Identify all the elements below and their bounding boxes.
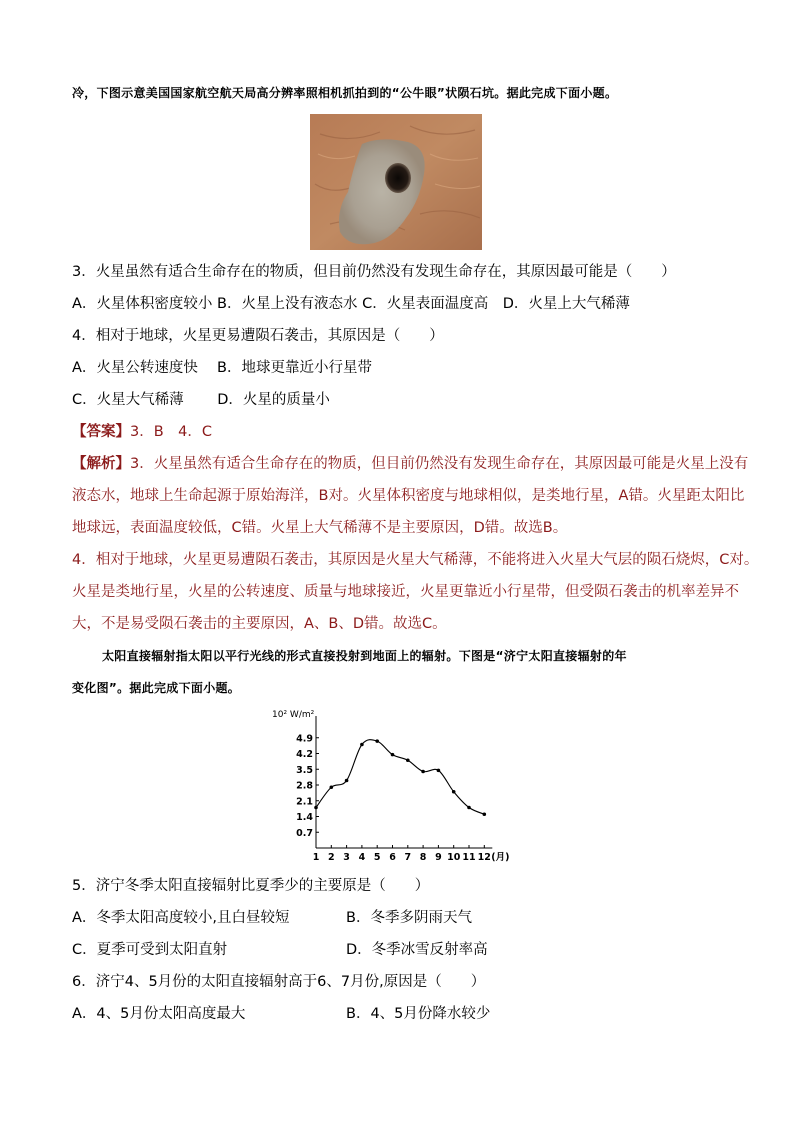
- crater-photo: [310, 114, 482, 250]
- crater-image: [310, 114, 482, 250]
- x-tick-label: 10: [447, 852, 461, 863]
- data-point: [345, 779, 349, 783]
- data-point: [391, 753, 395, 757]
- x-tick-label: 4: [358, 852, 366, 863]
- question-4-options-cd: C．火星大气稀薄 D．火星的质量小: [72, 392, 330, 408]
- question-6-stem: 6．济宁4、5月份的太阳直接辐射高于6、7月份,原因是（ ）: [72, 974, 486, 990]
- answer-tag: 【答案】: [72, 424, 130, 440]
- analysis-line-3: 地球远，表面温度较低，C错。火星上大气稀薄不是主要原因，D错。故选B。: [72, 520, 568, 536]
- intro2-line-2: 变化图”。据此完成下面小题。: [72, 681, 241, 695]
- question-5-option-d: D．冬季冰雪反射率高: [346, 942, 488, 958]
- x-tick-label: 9: [435, 852, 442, 863]
- question-3-options: A．火星体积密度较小 B．火星上没有液态水 C．火星表面温度高 D．火星上大气稀薄: [72, 296, 630, 312]
- question-5-option-c: C．夏季可受到太阳直射: [72, 942, 228, 958]
- data-point: [330, 785, 334, 789]
- data-point: [437, 769, 441, 773]
- y-tick-label: 1.4: [296, 812, 313, 823]
- analysis-line-5: 火星是类地行星，火星的公转速度、质量与地球接近，火星更靠近小行星带，但受陨石袭击的机率差异不: [72, 584, 739, 600]
- analysis-tag: 【解析】: [72, 456, 130, 472]
- intro-text: 冷，下图示意美国国家航空航天局高分辨率照相机抓拍到的“公牛眼”状陨石坑。据此完成下面小题。: [72, 86, 618, 100]
- analysis-line-6: 大，不是易受陨石袭击的主要原因，A、B、D错。故选C。: [72, 616, 447, 632]
- x-tick-label: 2: [327, 852, 335, 863]
- x-axis-label: (月): [491, 852, 510, 863]
- radiation-chart: [268, 708, 538, 868]
- question-5-stem: 5．济宁冬季太阳直接辐射比夏季少的主要原是（ ）: [72, 878, 430, 894]
- analysis-line-1: [72, 454, 748, 474]
- x-tick-label: 1: [312, 852, 320, 863]
- analysis-line-2: 液态水，地球上生命起源于原始海洋，B对。火星体积密度与地球相似，是类地行星，A错。火星距太阳比: [72, 488, 745, 504]
- analysis-text-1: 3．火星虽然有适合生命存在的物质，但目前仍然没有发现生命存在，其原因最可能是火星上没有: [130, 456, 749, 472]
- x-tick-label: 7: [404, 852, 412, 863]
- y-tick-label: 0.7: [296, 827, 313, 839]
- data-point: [467, 806, 471, 810]
- series-line: [316, 740, 484, 815]
- question-3-stem: 3．火星虽然有适合生命存在的物质，但目前仍然没有发现生命存在，其原因最可能是（ ）: [72, 264, 676, 280]
- question-6-option-b: B．4、5月份降水较少: [346, 1006, 491, 1022]
- question-6-option-a: A．4、5月份太阳高度最大: [72, 1006, 246, 1022]
- intro2-line-1: 太阳直接辐射指太阳以平行光线的形式直接投射到地面上的辐射。下图是“济宁太阳直接辐射的年: [102, 649, 627, 663]
- x-tick-label: 3: [343, 852, 350, 863]
- data-point: [452, 790, 456, 794]
- x-tick-label: 11: [462, 852, 476, 863]
- radiation-line-chart: [268, 708, 538, 868]
- y-tick-label: 3.5: [296, 764, 313, 776]
- answer-text: 3．B 4．C: [130, 424, 213, 440]
- question-4-stem: 4．相对于地球，火星更易遭陨石袭击，其原因是（ ）: [72, 328, 444, 344]
- data-point: [483, 812, 487, 816]
- data-point: [406, 758, 410, 762]
- y-tick-label: 4.9: [296, 733, 313, 745]
- x-tick-label: 8: [419, 852, 427, 863]
- data-point: [421, 770, 425, 774]
- y-axis-label: 10² W/m²: [272, 710, 315, 720]
- y-tick-label: 2.8: [296, 780, 313, 792]
- y-tick-label: 2.1: [296, 796, 313, 808]
- data-point: [375, 739, 379, 743]
- x-tick-label: 5: [373, 852, 381, 863]
- y-tick-label: 4.2: [296, 749, 313, 760]
- question-5-option-b: B．冬季多阴雨天气: [346, 910, 472, 926]
- data-point: [360, 743, 364, 747]
- answer-line: [72, 422, 212, 442]
- question-5-option-a: A．冬季太阳高度较小,且白昼较短: [72, 910, 290, 926]
- x-tick-label: 12: [477, 852, 491, 863]
- x-tick-label: 6: [389, 852, 396, 863]
- analysis-line-4: 4．相对于地球，火星更易遭陨石袭击，其原因是火星大气稀薄，不能将进入火星大气层的陨石烧烬，C对。: [72, 552, 759, 568]
- question-4-options-ab: A．火星公转速度快 B．地球更靠近小行星带: [72, 360, 372, 376]
- data-point: [314, 806, 318, 810]
